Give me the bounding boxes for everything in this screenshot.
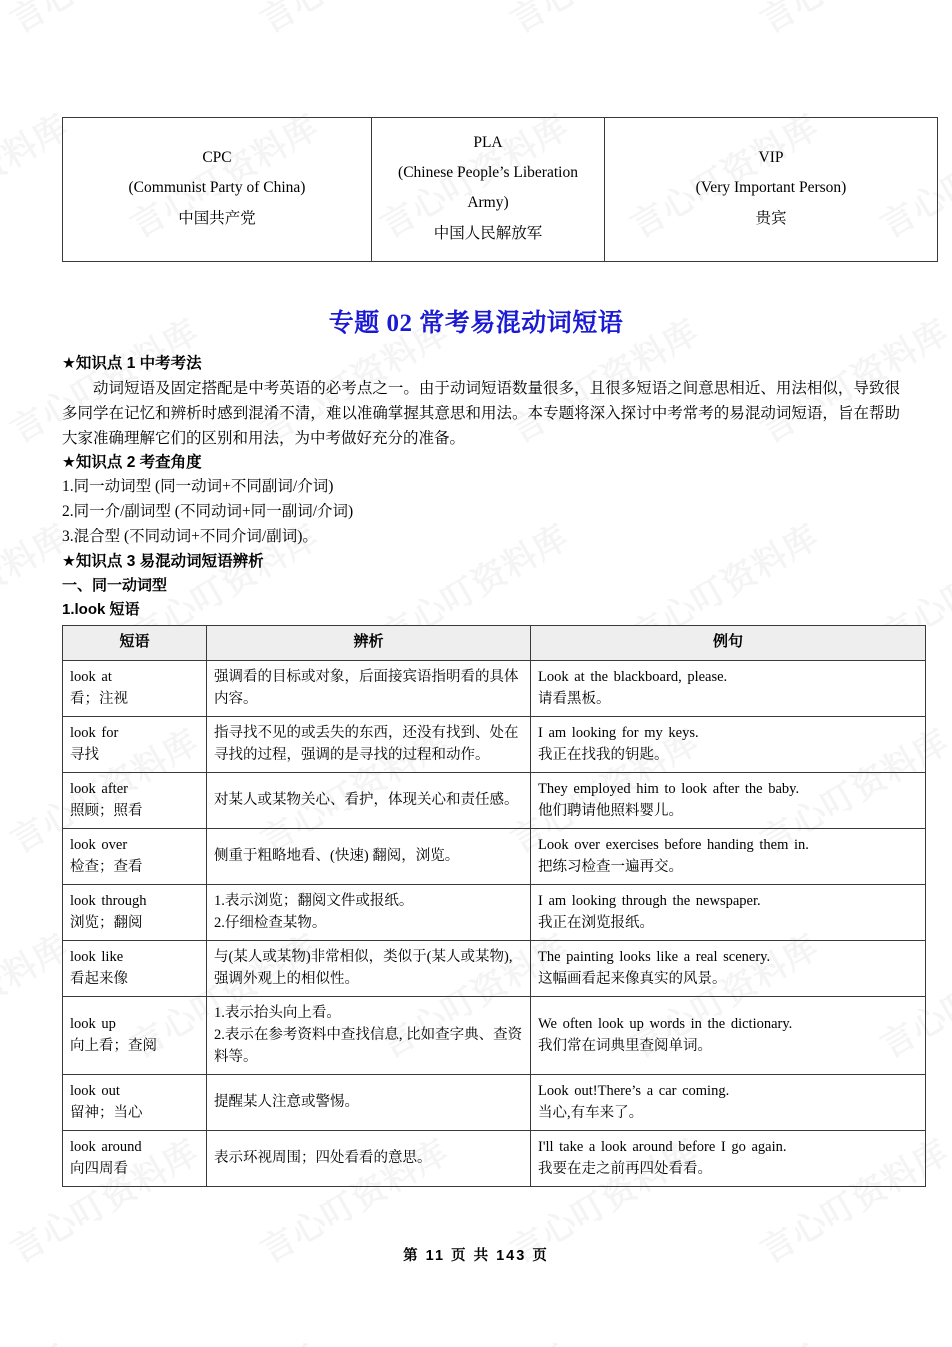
- table-row: [63, 118, 938, 262]
- cell-explanation: [207, 660, 531, 716]
- cell-phrase: [63, 660, 207, 716]
- knowledge-point-1-paragraph: 动词短语及固定搭配是中考英语的必考点之一。由于动词短语数量很多，且很多短语之间意思相近、用法相似，导致很多同学在记忆和辨析时感到混淆不清，难以准确掌握其意思和用法。本专题将深入探讨中考常考的易混动词短语，旨在帮助大家准确理解它们的区别和用法，为中考做好充分的准备。: [62, 380, 900, 448]
- phrase-chinese: 看；注视: [70, 690, 128, 707]
- cell-example: [531, 828, 926, 884]
- cell-example: [531, 772, 926, 828]
- phrase-english: look through: [70, 893, 147, 910]
- kp2-item-1: 1.同一动词型 (同一动词+不同副词/介词): [62, 478, 334, 496]
- example-chinese: 请看黑板。: [538, 690, 611, 707]
- phrase-chinese: 留神；当心: [70, 1105, 143, 1122]
- explanation-line: 1.表示抬头向上看。: [214, 1005, 341, 1022]
- cell-example: [531, 885, 926, 941]
- phrase-chinese: 检查；查看: [70, 859, 143, 876]
- abbr-chinese: 中国共产党: [178, 209, 256, 227]
- phrase-chinese: 寻找: [70, 746, 99, 763]
- cell-explanation: [207, 885, 531, 941]
- knowledge-point-3-heading: ★知识点 3 易混动词短语辨析: [62, 552, 264, 570]
- cell-explanation: [207, 997, 531, 1075]
- table-row: [63, 1131, 926, 1187]
- abbr-expansion: (Very Important Person): [695, 179, 847, 197]
- example-chinese: 我正在找我的钥匙。: [538, 746, 669, 763]
- cell-explanation: [207, 1075, 531, 1131]
- explanation-line: 1.表示浏览；翻阅文件或报纸。: [214, 893, 414, 910]
- example-english: I am looking through the newspaper.: [538, 893, 761, 910]
- cell-example: [531, 1131, 926, 1187]
- cell-example: [531, 941, 926, 997]
- example-english: I am looking for my keys.: [538, 724, 699, 741]
- abbr-code: VIP: [758, 149, 784, 167]
- cell-phrase: [63, 997, 207, 1075]
- group-heading: 一、同一动词型: [62, 576, 168, 594]
- example-chinese: 我要在走之前再四处看看。: [538, 1161, 712, 1178]
- abbr-chinese: 中国人民解放军: [433, 224, 543, 242]
- example-english: Look at the blackboard, please.: [538, 668, 728, 685]
- table-row: [63, 997, 926, 1075]
- table-row: [63, 772, 926, 828]
- phrase-comparison-table: [62, 625, 926, 1187]
- abbr-expansion-line2: Army): [467, 194, 509, 212]
- example-chinese: 他们聘请他照料婴儿。: [538, 802, 683, 819]
- abbr-code: PLA: [473, 134, 503, 151]
- example-english: I'll take a look around before I go again.: [538, 1139, 787, 1156]
- column-header-example: 例句: [531, 626, 926, 661]
- explanation-line: 强调看的目标或对象，后面接宾语指明看的具体内容。: [214, 668, 519, 707]
- phrase-english: look for: [70, 724, 119, 741]
- knowledge-point-2-heading: ★知识点 2 考查角度: [62, 454, 202, 472]
- cell-example: [531, 716, 926, 772]
- explanation-line: 2.表示在参考资料中查找信息, 比如查字典、查资料等。: [214, 1027, 523, 1066]
- abbr-cell-pla: [372, 118, 605, 262]
- cell-explanation: [207, 941, 531, 997]
- explanation-line: 表示环视周围；四处看看的意思。: [214, 1150, 432, 1167]
- example-english: The painting looks like a real scenery.: [538, 949, 771, 966]
- cell-explanation: [207, 716, 531, 772]
- phrase-english: look over: [70, 836, 128, 853]
- phrase-chinese: 向四周看: [70, 1161, 128, 1178]
- example-chinese: 把练习检查一遍再交。: [538, 859, 683, 876]
- cell-explanation: [207, 828, 531, 884]
- cell-phrase: [63, 941, 207, 997]
- phrase-chinese: 向上看；查阅: [70, 1038, 157, 1055]
- body-content: [62, 352, 900, 622]
- abbr-chinese: 贵宾: [755, 209, 787, 227]
- abbr-cell-cpc: [63, 118, 372, 262]
- sub-heading: 1.look 短语: [62, 600, 140, 618]
- kp2-item-3: 3.混合型 (不同动词+不同介词/副词)。: [62, 527, 318, 545]
- cell-phrase: [63, 716, 207, 772]
- table-row: [63, 828, 926, 884]
- cell-phrase: [63, 885, 207, 941]
- abbr-code: CPC: [202, 149, 232, 167]
- example-chinese: 当心,有车来了。: [538, 1105, 644, 1122]
- example-english: We often look up words in the dictionary.: [538, 1016, 793, 1033]
- phrase-english: look around: [70, 1139, 142, 1156]
- abbr-expansion-line1: (Chinese People’s Liberation: [398, 164, 578, 182]
- example-english: They employed him to look after the baby.: [538, 780, 800, 797]
- explanation-line: 与(某人或某物)非常相似，类似于(某人或某物), 强调外观上的相似性。: [214, 949, 517, 988]
- abbreviation-table: [62, 117, 938, 262]
- example-chinese: 我正在浏览报纸。: [538, 915, 654, 932]
- abbr-cell-vip: [605, 118, 938, 262]
- column-header-explanation: 辨析: [207, 626, 531, 661]
- page-title: 专题 02 常考易混动词短语: [328, 310, 624, 337]
- abbr-expansion: (Communist Party of China): [128, 179, 306, 197]
- example-chinese: 我们常在词典里查阅单词。: [538, 1038, 712, 1055]
- cell-example: [531, 660, 926, 716]
- cell-phrase: [63, 1131, 207, 1187]
- knowledge-point-1-heading: ★知识点 1 中考考法: [62, 355, 202, 372]
- table-header-row: [63, 626, 926, 661]
- phrase-english: look at: [70, 668, 112, 685]
- cell-explanation: [207, 772, 531, 828]
- phrase-chinese: 浏览；翻阅: [70, 915, 143, 932]
- table-row: [63, 885, 926, 941]
- phrase-chinese: 照顾；照看: [70, 802, 143, 819]
- cell-example: [531, 1075, 926, 1131]
- cell-phrase: [63, 1075, 207, 1131]
- table-row: [63, 716, 926, 772]
- cell-phrase: [63, 772, 207, 828]
- column-header-phrase: 短语: [63, 626, 207, 661]
- explanation-line: 对某人或某物关心、看护，体现关心和责任感。: [214, 791, 519, 808]
- table-row: [63, 1075, 926, 1131]
- cell-example: [531, 997, 926, 1075]
- page-footer: 第 11 页 共 143 页: [403, 1248, 549, 1264]
- explanation-line: 2.仔细检查某物。: [214, 915, 327, 932]
- table-row: [63, 660, 926, 716]
- cell-explanation: [207, 1131, 531, 1187]
- phrase-english: look up: [70, 1016, 116, 1033]
- cell-phrase: [63, 828, 207, 884]
- explanation-line: 指寻找不见的或丢失的东西，还没有找到、处在寻找的过程，强调的是寻找的过程和动作。: [214, 724, 519, 763]
- kp2-item-2: 2.同一介/副词型 (不同动词+同一副词/介词): [62, 503, 354, 521]
- example-english: Look out!There’s a car coming.: [538, 1083, 730, 1100]
- phrase-english: look after: [70, 780, 128, 797]
- explanation-line: 提醒某人注意或警惕。: [214, 1094, 359, 1111]
- phrase-chinese: 看起来像: [70, 971, 128, 988]
- phrase-english: look out: [70, 1083, 120, 1100]
- example-english: Look over exercises before handing them in.: [538, 836, 809, 853]
- phrase-english: look like: [70, 949, 124, 966]
- example-chinese: 这幅画看起来像真实的风景。: [538, 971, 727, 988]
- table-row: [63, 941, 926, 997]
- explanation-line: 侧重于粗略地看、(快速) 翻阅，浏览。: [214, 848, 460, 864]
